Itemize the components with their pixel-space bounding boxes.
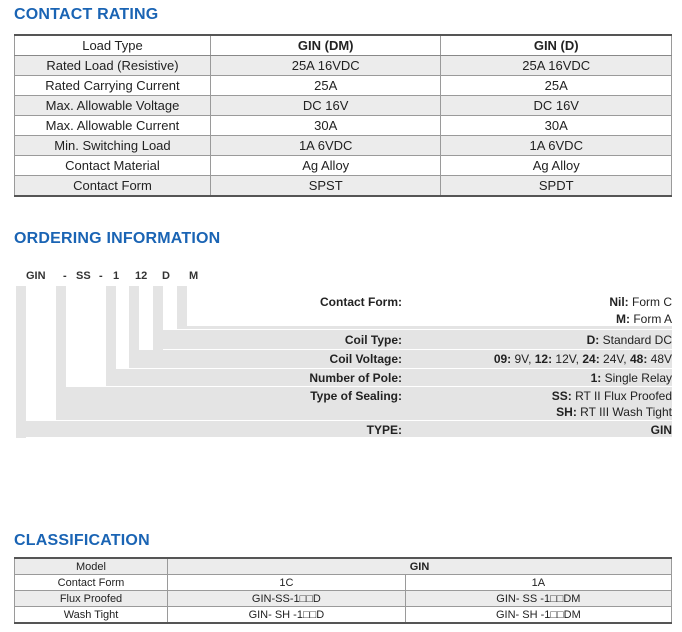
row-label: Rated Load (Resistive) [15,56,211,76]
value-number-of-pole: 1: Single Relay [590,371,672,385]
contact-rating-table [14,34,672,197]
classification-table [14,557,672,624]
cell-value: 30A [210,116,441,136]
code-separator: - [63,270,67,282]
cell-value: DC 16V [210,96,441,116]
table-row [15,76,672,96]
row-label: Max. Allowable Voltage [15,96,211,116]
cell-value: Ag Alloy [210,156,441,176]
code-segment-sealing: SS [76,270,91,282]
classification-title: CLASSIFICATION [14,532,150,549]
code-segment-type: GIN [26,270,46,282]
model-name: GIN [168,558,672,575]
cell-value: 30A [441,116,672,136]
bracket-contact-form [177,286,187,328]
row-label: Contact Form [15,575,168,591]
cell-value: 1A 6VDC [210,136,441,156]
table-header-row [15,35,672,56]
cell-value: 1A [405,575,671,591]
code-segment-voltage: 12 [135,270,148,282]
row-label: Max. Allowable Current [15,116,211,136]
label-coil-voltage: Coil Voltage: [329,352,402,366]
value-contact-form-a: M: Form A [615,312,672,326]
cell-value: 25A [210,76,441,96]
code-separator: - [99,270,103,282]
table-row [15,136,672,156]
column-header: Load Type [15,35,211,56]
ordering-information-title: ORDERING INFORMATION [14,230,221,247]
row-label: Rated Carrying Current [15,76,211,96]
label-coil-type: Coil Type: [344,333,402,347]
table-row [15,607,672,624]
value-coil-type: D: Standard DC [586,333,672,347]
cell-value: 1A 6VDC [441,136,672,156]
table-row [15,116,672,136]
row-label: Min. Switching Load [15,136,211,156]
band-contact-form [177,326,672,329]
table-row [15,176,672,197]
column-header: GIN (D) [441,35,672,56]
row-label: Flux Proofed [15,591,168,607]
cell-value: GIN-SS-1□□D [168,591,406,607]
value-sealing-sh: SH: RT III Wash Tight [556,405,672,419]
cell-value: 25A [441,76,672,96]
contact-rating-title: CONTACT RATING [14,6,159,23]
label-contact-form: Contact Form: [320,295,402,309]
row-label: Contact Material [15,156,211,176]
cell-value: SPST [210,176,441,197]
value-contact-form-c: Nil: Form C [609,295,672,309]
table-header-row [15,558,672,575]
cell-value: GIN- SH -1□□DM [405,607,671,624]
table-row [15,575,672,591]
code-segment-contact-form: M [189,270,199,282]
cell-value: SPDT [441,176,672,197]
cell-value: GIN- SH -1□□D [168,607,406,624]
cell-value: GIN- SS -1□□DM [405,591,671,607]
code-segment-pole: 1 [113,270,120,282]
table-row [15,56,672,76]
label-number-of-pole: Number of Pole: [309,371,402,385]
bracket-type [16,286,26,438]
cell-value: DC 16V [441,96,672,116]
code-segment-coil-type: D [162,270,170,282]
cell-value: Ag Alloy [441,156,672,176]
band-type [16,421,672,437]
row-label: Contact Form [15,176,211,197]
label-type: TYPE: [366,423,402,437]
value-coil-voltage: 09: 9V, 12: 12V, 24: 24V, 48: 48V [493,352,672,366]
table-row [15,591,672,607]
value-type: GIN [650,423,672,437]
label-type-of-sealing: Type of Sealing: [310,389,402,403]
column-header: GIN (DM) [210,35,441,56]
cell-value: 25A 16VDC [210,56,441,76]
row-label: Wash Tight [15,607,168,624]
table-row [15,96,672,116]
row-label: Model [15,558,168,575]
table-row [15,156,672,176]
cell-value: 1C [168,575,406,591]
cell-value: 25A 16VDC [441,56,672,76]
value-sealing-ss: SS: RT II Flux Proofed [551,389,672,403]
